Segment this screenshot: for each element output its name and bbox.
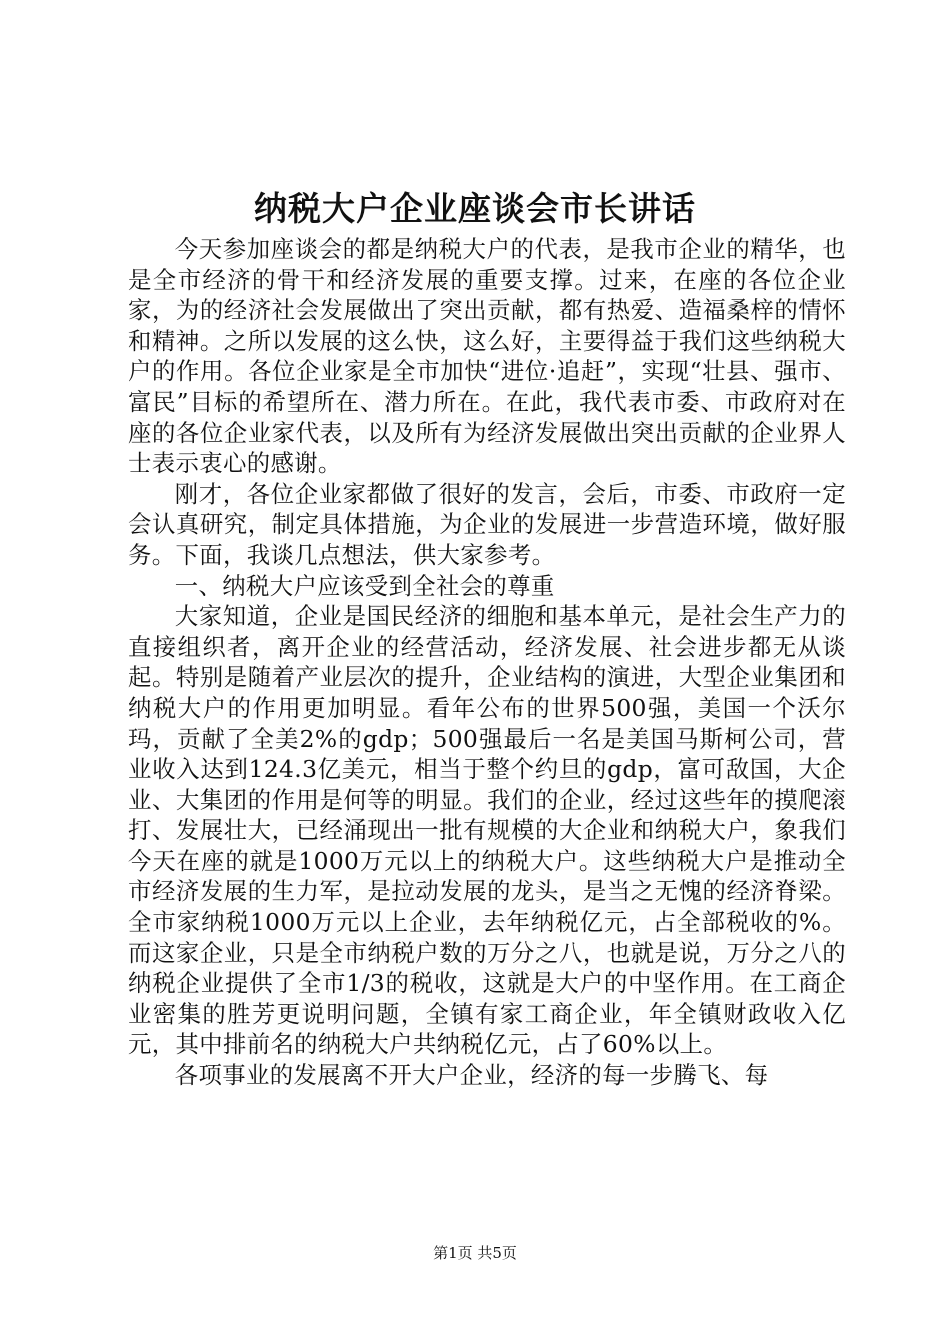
paragraph-continued: 各项事业的发展离不开大户企业，经济的每一步腾飞、每 (174, 1061, 769, 1090)
paragraph-enterprise-role: 大家知道，企业是国民经济的细胞和基本单元，是社会生产力的直接组织者，离开企业的经营活动，经济发展、社会进步都无从谈起。特别是随着产业层次的提升，企业结构的演进，大型企业集团和纳税大户的作用更加明显。看年公布的世界500强，美国一个沃尔玛，贡献了全美2%的gdp；500强最后一名是美国马斯柯公司，营业收入达到124.3亿美元，相当于整个约旦的gdp，富可敌国，大企业、大集团的作用是何等的明显。我们的企业，经过这些年的摸爬滚打、发展壮大，已经涌现出一批有规模的大企业和纳税大户，象我们今天在座的就是1000万元以上的纳税大户。这些纳税大户是推动全市经济发展的生力军，是拉动发展的龙头，是当之无愧的经济脊梁。全市家纳税1000万元以上企业，去年纳税亿元，占全部税收的%。而这家企业，只是全市纳税户数的万分之八，也就是说，万分之八的纳税企业提供了全市1/3的税收，这就是大户的中坚作用。在工商企业密集的胜芳更说明问题，全镇有家工商企业，年全镇财政收入亿元，其中排前名的纳税大户共纳税亿元，占了60%以上。 (128, 602, 846, 1059)
section-heading-1: 一、纳税大户应该受到全社会的尊重 (174, 571, 555, 600)
document-body (128, 234, 846, 1091)
paragraph-intro: 今天参加座谈会的都是纳税大户的代表，是我市企业的精华，也是全市经济的骨干和经济发展的重要支撑。过来，在座的各位企业家，为的经济社会发展做出了突出贡献，都有热爱、造福桑梓的情怀和精神。之所以发展的这么快，这么好，主要得益于我们这些纳税大户的作用。各位企业家是全市加快“进位·追赶”，实现“壮县、强市、富民”目标的希望所在、潜力所在。在此，我代表市委、市政府对在座的各位企业家代表，以及所有为经济发展做出突出贡献的企业界人士表示衷心的感谢。 (128, 235, 846, 478)
paragraph-remarks: 刚才，各位企业家都做了很好的发言，会后，市委、市政府一定会认真研究，制定具体措施，为企业的发展进一步营造环境，做好服务。下面，我谈几点想法，供大家参考。 (128, 479, 846, 569)
document-title: 纳税大户企业座谈会市长讲话 (254, 189, 696, 228)
page-number-footer: 第1页 共5页 (433, 1244, 517, 1262)
